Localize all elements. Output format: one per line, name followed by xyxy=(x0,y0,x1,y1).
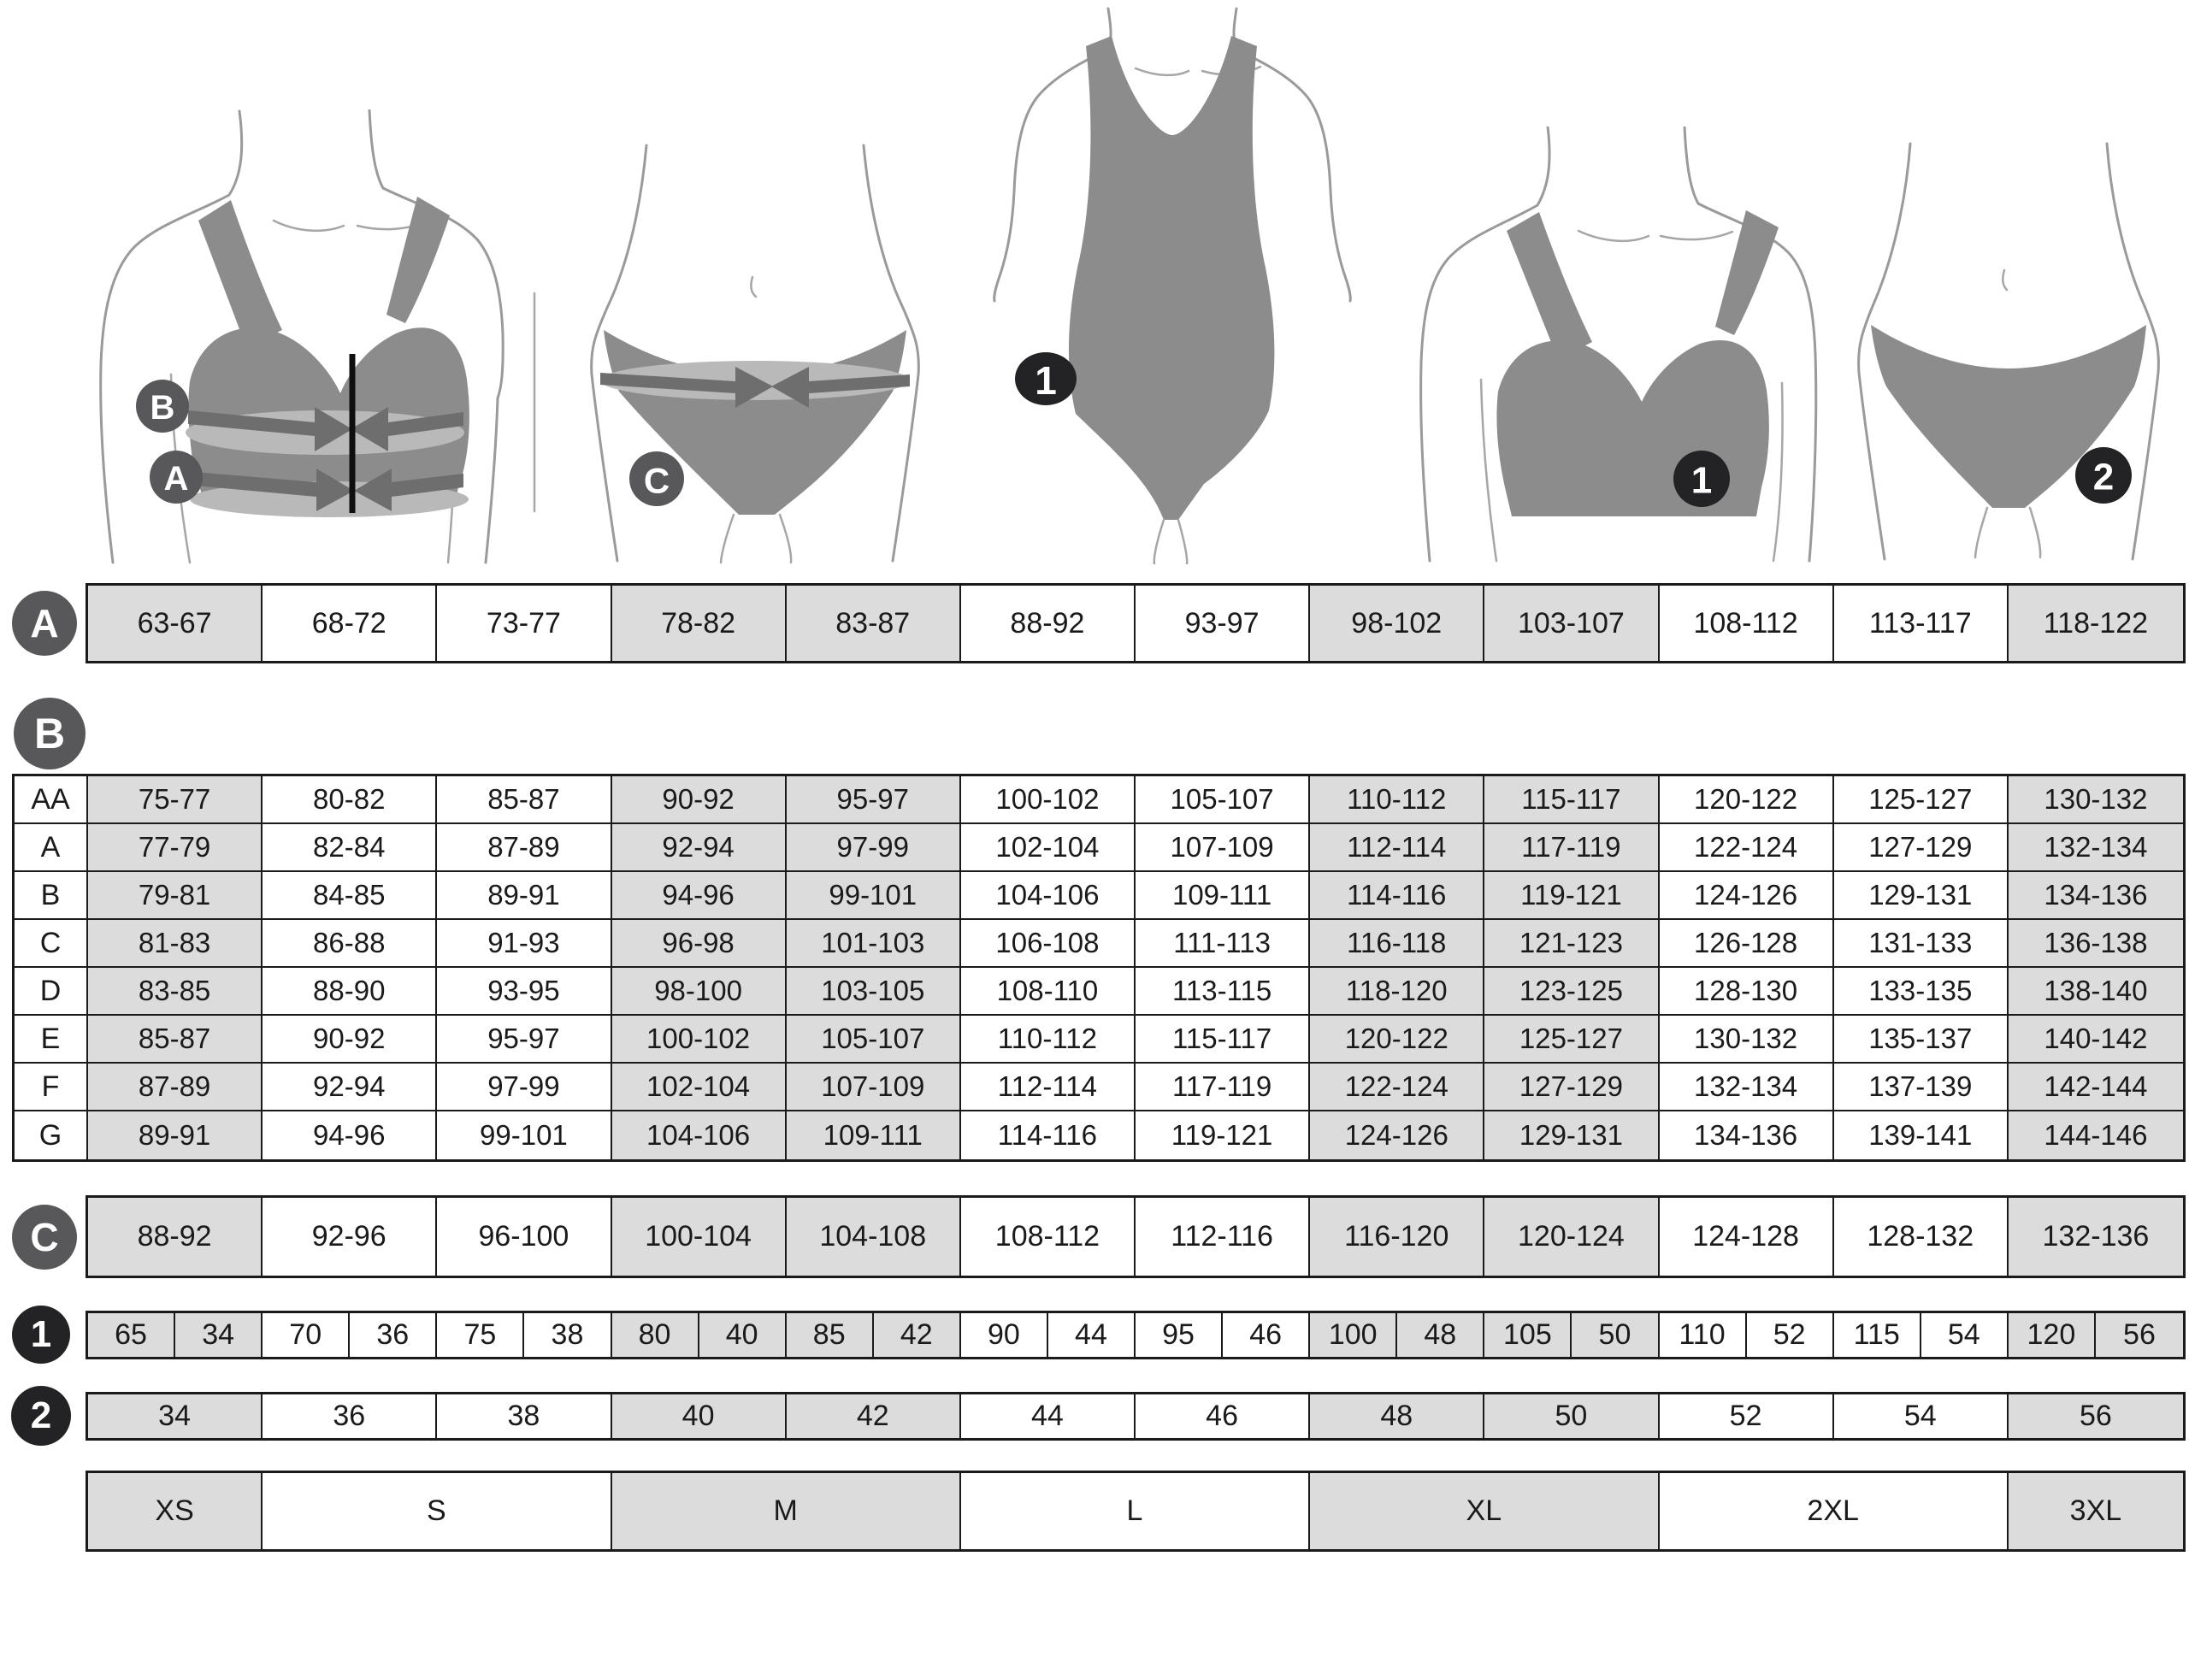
size-cell: 85 xyxy=(787,1313,874,1357)
arm-line xyxy=(1773,383,1783,561)
size-cell: 89-91 xyxy=(437,872,611,920)
row-label-cell: C xyxy=(15,920,88,968)
size-cell: 120-124 xyxy=(1484,1198,1659,1276)
size-cell: 132-134 xyxy=(2009,824,2183,872)
size-cell: 85-87 xyxy=(437,776,611,824)
size-cell: 46 xyxy=(1136,1394,1310,1438)
size-cell: 48 xyxy=(1397,1313,1484,1357)
size-cell: 102-104 xyxy=(961,824,1136,872)
leg-lines xyxy=(1975,508,2040,557)
size-cell: 44 xyxy=(961,1394,1136,1438)
size-cell: 97-99 xyxy=(787,824,961,872)
size-cell: XS xyxy=(88,1473,263,1549)
size-cell: 118-120 xyxy=(1310,968,1484,1016)
bra-cups xyxy=(1496,340,1768,487)
hip-circumference-table xyxy=(86,1195,2186,1278)
size-cell: 70 xyxy=(263,1313,350,1357)
size-cell: 115 xyxy=(1834,1313,1921,1357)
size-cell: 52 xyxy=(1747,1313,1834,1357)
size-cell: 105-107 xyxy=(1136,776,1310,824)
size-cell: 122-124 xyxy=(1660,824,1834,872)
size-cell: 73-77 xyxy=(437,586,611,661)
size-cell: L xyxy=(961,1473,1310,1549)
size-cell: 120 xyxy=(2009,1313,2096,1357)
size-cell: 119-121 xyxy=(1136,1111,1310,1159)
size-cell: 87-89 xyxy=(88,1064,263,1111)
size-cell: 80 xyxy=(612,1313,699,1357)
size-cell: 121-123 xyxy=(1484,920,1659,968)
size-cell: 92-96 xyxy=(263,1198,437,1276)
size-cell: 105 xyxy=(1484,1313,1572,1357)
size-cell: 90-92 xyxy=(263,1016,437,1064)
row-badge-2-label: 2 xyxy=(30,1394,52,1436)
size-cell: S xyxy=(263,1473,611,1549)
panty-size-table xyxy=(86,1392,2186,1441)
row-badge-2 xyxy=(11,1386,71,1446)
size-cell: 98-102 xyxy=(1310,586,1484,661)
chest-circumference-table xyxy=(86,583,2186,663)
size-cell: 94-96 xyxy=(612,872,787,920)
size-cell: 123-125 xyxy=(1484,968,1659,1016)
size-cell: 117-119 xyxy=(1484,824,1659,872)
size-cell: 137-139 xyxy=(1834,1064,2009,1111)
size-cell: 40 xyxy=(699,1313,787,1357)
size-cell: 95 xyxy=(1136,1313,1223,1357)
size-cell: 93-95 xyxy=(437,968,611,1016)
size-cell: 98-100 xyxy=(612,968,787,1016)
size-cell: 83-85 xyxy=(88,968,263,1016)
size-cell: 120-122 xyxy=(1310,1016,1484,1064)
badge-1-label: 1 xyxy=(1035,358,1057,403)
row-label-cell: E xyxy=(15,1016,88,1064)
row-label-cell: A xyxy=(15,824,88,872)
size-cell: 110-112 xyxy=(1310,776,1484,824)
arm-line xyxy=(1481,380,1496,561)
row-badge-a xyxy=(12,591,77,656)
size-cell: 52 xyxy=(1660,1394,1834,1438)
badge-a-label: A xyxy=(163,460,189,498)
size-cell: 78-82 xyxy=(612,586,787,661)
size-cell: 128-132 xyxy=(1834,1198,2009,1276)
bra-size-table xyxy=(86,1311,2186,1359)
size-cell: 101-103 xyxy=(787,920,961,968)
size-cell: 56 xyxy=(2096,1313,2183,1357)
figure-panties-measurement xyxy=(554,127,960,564)
size-cell: 112-114 xyxy=(1310,824,1484,872)
size-cell: 82-84 xyxy=(263,824,437,872)
size-cell: 117-119 xyxy=(1136,1064,1310,1111)
size-cell: 54 xyxy=(1921,1313,2009,1357)
size-cell: 36 xyxy=(263,1394,437,1438)
size-cell: 75-77 xyxy=(88,776,263,824)
letter-size-table xyxy=(86,1471,2186,1552)
bra-strap xyxy=(1715,210,1779,335)
size-cell: 95-97 xyxy=(787,776,961,824)
size-cell: 120-122 xyxy=(1660,776,1834,824)
size-cell: 34 xyxy=(88,1394,263,1438)
size-cell: 108-112 xyxy=(1660,586,1834,661)
size-cell: 54 xyxy=(1834,1394,2009,1438)
size-cell: 112-116 xyxy=(1136,1198,1310,1276)
size-cell: 96-98 xyxy=(612,920,787,968)
size-cell: 83-87 xyxy=(787,586,961,661)
size-cell: 63-67 xyxy=(88,586,263,661)
size-cell: 90-92 xyxy=(612,776,787,824)
figure-bra xyxy=(1401,127,1832,564)
row-label-cell: F xyxy=(15,1064,88,1111)
size-cell: 104-106 xyxy=(612,1111,787,1159)
size-cell: 136-138 xyxy=(2009,920,2183,968)
size-cell: 115-117 xyxy=(1136,1016,1310,1064)
size-cell: 114-116 xyxy=(1310,872,1484,920)
size-cell: 125-127 xyxy=(1484,1016,1659,1064)
bust-cup-size-table xyxy=(12,774,2186,1162)
size-cell: 130-132 xyxy=(2009,776,2183,824)
size-cell: 129-131 xyxy=(1834,872,2009,920)
row-label-cell: G xyxy=(15,1111,88,1159)
row-badge-a-label: A xyxy=(30,601,59,645)
size-cell: 138-140 xyxy=(2009,968,2183,1016)
size-cell: 103-105 xyxy=(787,968,961,1016)
badge-c-label: C xyxy=(643,460,670,501)
size-cell: 36 xyxy=(350,1313,437,1357)
size-cell: 110-112 xyxy=(961,1016,1136,1064)
bra-strap xyxy=(1507,212,1592,359)
size-cell: 133-135 xyxy=(1834,968,2009,1016)
size-cell: 2XL xyxy=(1660,1473,2009,1549)
size-cell: 107-109 xyxy=(1136,824,1310,872)
size-cell: 144-146 xyxy=(2009,1111,2183,1159)
size-cell: 119-121 xyxy=(1484,872,1659,920)
size-cell: 42 xyxy=(787,1394,961,1438)
size-cell: 132-136 xyxy=(2009,1198,2183,1276)
size-cell: 139-141 xyxy=(1834,1111,2009,1159)
size-cell: 89-91 xyxy=(88,1111,263,1159)
swimsuit xyxy=(1069,36,1274,520)
size-cell: 140-142 xyxy=(2009,1016,2183,1064)
size-cell: 132-134 xyxy=(1660,1064,1834,1111)
size-cell: 38 xyxy=(524,1313,611,1357)
size-cell: 100 xyxy=(1310,1313,1397,1357)
size-cell: XL xyxy=(1310,1473,1659,1549)
size-cell: 109-111 xyxy=(787,1111,961,1159)
size-cell: 111-113 xyxy=(1136,920,1310,968)
size-cell: 99-101 xyxy=(437,1111,611,1159)
bra-strap xyxy=(198,200,282,347)
size-cell: 131-133 xyxy=(1834,920,2009,968)
size-cell: 110 xyxy=(1660,1313,1747,1357)
size-cell: 88-92 xyxy=(961,586,1136,661)
collarbone-lines xyxy=(1578,231,1732,241)
size-cell: 126-128 xyxy=(1660,920,1834,968)
badge-b-label: B xyxy=(150,389,175,427)
size-cell: 116-118 xyxy=(1310,920,1484,968)
size-cell: M xyxy=(612,1473,961,1549)
size-cell: 100-102 xyxy=(612,1016,787,1064)
size-cell: 103-107 xyxy=(1484,586,1659,661)
leg-lines xyxy=(1154,520,1187,564)
size-cell: 84-85 xyxy=(263,872,437,920)
size-cell: 56 xyxy=(2009,1394,2183,1438)
size-cell: 77-79 xyxy=(88,824,263,872)
size-cell: 88-90 xyxy=(263,968,437,1016)
figure-panties xyxy=(1828,127,2189,564)
size-cell: 85-87 xyxy=(88,1016,263,1064)
size-cell: 113-115 xyxy=(1136,968,1310,1016)
size-cell: 88-92 xyxy=(88,1198,263,1276)
size-cell: 48 xyxy=(1310,1394,1484,1438)
size-cell: 91-93 xyxy=(437,920,611,968)
size-cell: 114-116 xyxy=(961,1111,1136,1159)
size-cell: 93-97 xyxy=(1136,586,1310,661)
size-cell: 134-136 xyxy=(1660,1111,1834,1159)
size-cell: 92-94 xyxy=(612,824,787,872)
size-cell: 87-89 xyxy=(437,824,611,872)
size-cell: 108-112 xyxy=(961,1198,1136,1276)
size-cell: 122-124 xyxy=(1310,1064,1484,1111)
size-cell: 34 xyxy=(175,1313,263,1357)
size-cell: 125-127 xyxy=(1834,776,2009,824)
size-cell: 92-94 xyxy=(263,1064,437,1111)
size-cell: 79-81 xyxy=(88,872,263,920)
size-cell: 128-130 xyxy=(1660,968,1834,1016)
size-cell: 124-126 xyxy=(1660,872,1834,920)
row-badge-c xyxy=(12,1205,77,1270)
size-cell: 40 xyxy=(612,1394,787,1438)
navel-line xyxy=(751,277,756,297)
size-cell: 100-102 xyxy=(961,776,1136,824)
size-cell: 127-129 xyxy=(1834,824,2009,872)
size-cell: 124-128 xyxy=(1660,1198,1834,1276)
size-cell: 113-117 xyxy=(1834,586,2009,661)
size-cell: 129-131 xyxy=(1484,1111,1659,1159)
row-badge-1 xyxy=(12,1306,70,1364)
size-cell: 81-83 xyxy=(88,920,263,968)
size-cell: 46 xyxy=(1223,1313,1310,1357)
row-badge-1-label: 1 xyxy=(30,1313,52,1355)
size-cell: 104-106 xyxy=(961,872,1136,920)
leg-lines xyxy=(721,515,791,563)
size-cell: 44 xyxy=(1048,1313,1136,1357)
size-cell: 99-101 xyxy=(787,872,961,920)
size-cell: 112-114 xyxy=(961,1064,1136,1111)
size-cell: 95-97 xyxy=(437,1016,611,1064)
row-label-cell: AA xyxy=(15,776,88,824)
size-cell: 75 xyxy=(437,1313,524,1357)
size-cell: 142-144 xyxy=(2009,1064,2183,1111)
size-cell: 90 xyxy=(961,1313,1048,1357)
size-cell: 68-72 xyxy=(263,586,437,661)
size-cell: 106-108 xyxy=(961,920,1136,968)
size-cell: 102-104 xyxy=(612,1064,787,1111)
size-cell: 127-129 xyxy=(1484,1064,1659,1111)
size-cell: 86-88 xyxy=(263,920,437,968)
bra-strap xyxy=(386,197,450,323)
row-badge-b xyxy=(14,698,86,769)
navel-line xyxy=(2003,270,2007,290)
size-cell: 116-120 xyxy=(1310,1198,1484,1276)
size-cell: 100-104 xyxy=(612,1198,787,1276)
figure-bra-measurement xyxy=(68,109,560,564)
size-cell: 42 xyxy=(874,1313,961,1357)
size-cell: 130-132 xyxy=(1660,1016,1834,1064)
size-cell: 104-108 xyxy=(787,1198,961,1276)
row-label-cell: D xyxy=(15,968,88,1016)
badge-2-label: 2 xyxy=(2092,456,2115,498)
size-cell: 38 xyxy=(437,1394,611,1438)
size-cell: 80-82 xyxy=(263,776,437,824)
size-cell: 50 xyxy=(1572,1313,1659,1357)
row-badge-b-label: B xyxy=(33,710,66,757)
size-cell: 115-117 xyxy=(1484,776,1659,824)
size-cell: 118-122 xyxy=(2009,586,2183,661)
badge-1-label: 1 xyxy=(1690,459,1713,502)
size-cell: 50 xyxy=(1484,1394,1659,1438)
size-cell: 94-96 xyxy=(263,1111,437,1159)
size-cell: 124-126 xyxy=(1310,1111,1484,1159)
size-cell: 65 xyxy=(88,1313,175,1357)
collarbone-lines xyxy=(274,221,428,231)
size-cell: 108-110 xyxy=(961,968,1136,1016)
figure-swimsuit xyxy=(956,7,1388,564)
size-cell: 97-99 xyxy=(437,1064,611,1111)
size-cell: 3XL xyxy=(2009,1473,2183,1549)
row-label-cell: B xyxy=(15,872,88,920)
size-cell: 96-100 xyxy=(437,1198,611,1276)
size-cell: 135-137 xyxy=(1834,1016,2009,1064)
size-cell: 105-107 xyxy=(787,1016,961,1064)
size-cell: 134-136 xyxy=(2009,872,2183,920)
size-cell: 109-111 xyxy=(1136,872,1310,920)
size-cell: 107-109 xyxy=(787,1064,961,1111)
row-badge-c-label: C xyxy=(30,1215,59,1259)
